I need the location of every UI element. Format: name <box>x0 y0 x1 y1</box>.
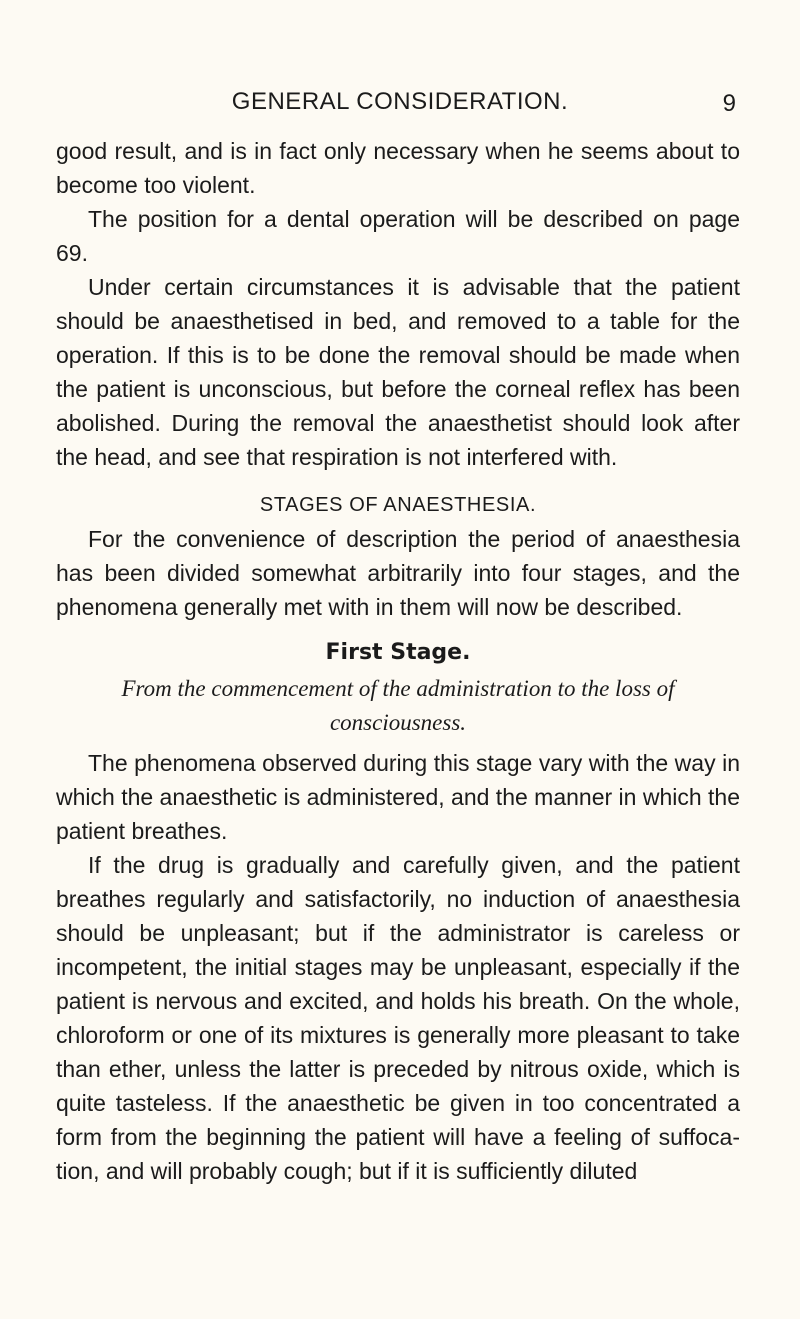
running-head <box>0 84 800 124</box>
paragraph-continuation: good result, and is in fact only necessary when he seems about to become too violent. <box>56 138 740 198</box>
body-text <box>56 134 740 1188</box>
stage-subtitle: From the commencement of the administration to the loss of consciousness. <box>121 676 675 735</box>
paragraph-anaesthetised-in-bed: Under certain circumstances it is advisable that the patient should be anaesthetised in bed, and removed to a table for the operation. If this is to be done the removal should be made when the patient is unconscious, but before the corneal reflex has been abolished. During the removal the anaesthetist should look after the head, and see that respiration is not interfered with. <box>56 274 740 470</box>
section-heading: STAGES OF ANAESTHESIA. <box>259 494 537 516</box>
running-title: GENERAL CONSIDERATION. <box>231 88 569 115</box>
stage-heading: First Stage. <box>325 640 471 665</box>
paragraph-dental-position: The position for a dental operation will be described on page 69. <box>56 206 740 266</box>
paragraph-stages-intro: For the convenience of description the period of anaesthesia has been divided somewhat arbitrarily into four stages, and the phenomena generally met with in them will now be described. <box>56 526 740 620</box>
paragraph-phenomena: The phenomena observed during this stage vary with the way in which the anaesthetic is administered, and the manner in which the patient breathes. <box>56 750 741 844</box>
page-number: 9 <box>722 90 736 117</box>
paragraph-drug-given: If the drug is gradually and carefully given, and the patient breathes regularly and satisfactorily, no induction of anaesthesia should be unpleasant; but if the administrator is careless or incompetent, the initial stages may be unpleasant, especially if the patient is nervous and excited, and holds his breath. On the whole, chloroform or one of its mixtures is generally more pleasant to take than ether, unless the latter is preceded by nitrous oxide, which is quite tasteless. If the anaesthetic be given in too concentrated a form from the beginning the patient will have a feeling of suffocation, and will probably cough; but if it is sufficiently diluted <box>56 852 740 1184</box>
